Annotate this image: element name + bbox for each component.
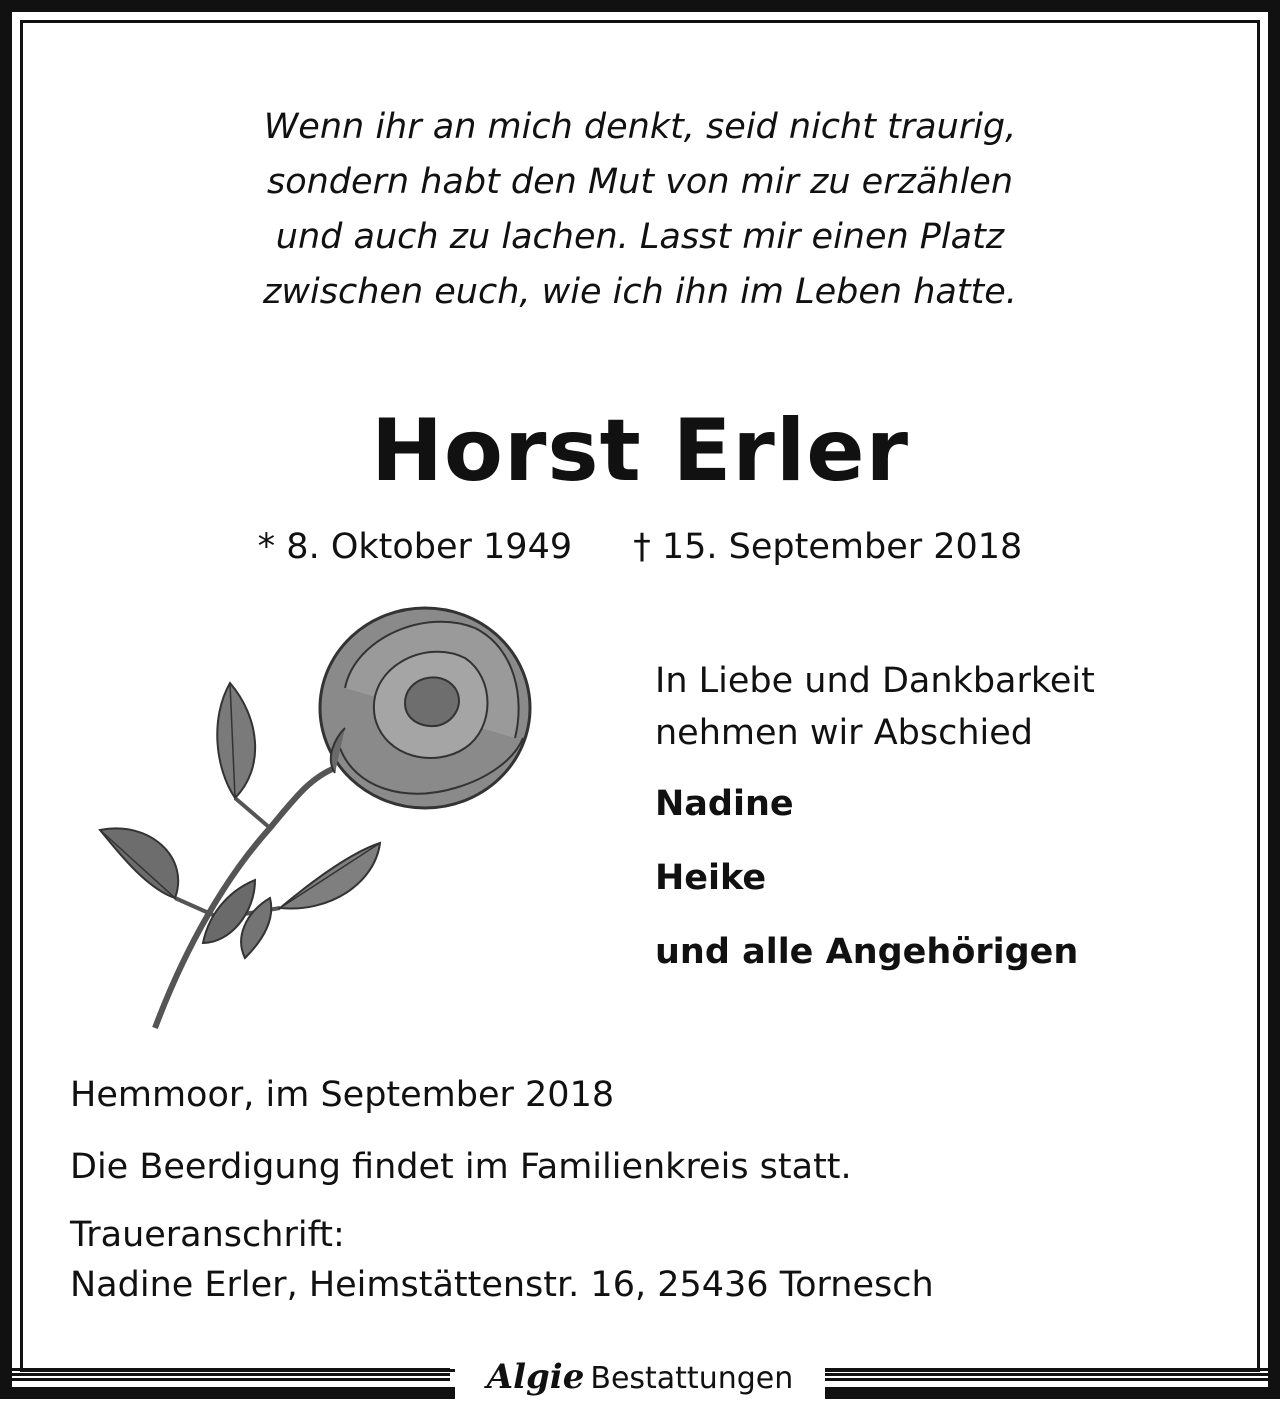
- mourner-name: Nadine: [655, 784, 794, 824]
- mourner-name: und alle Angehörigen: [655, 932, 1079, 972]
- address: Nadine Erler, Heimstättenstr. 16, 25436 Tornesch: [70, 1265, 934, 1305]
- poem-line: sondern habt den Mut von mir zu erzählen: [266, 162, 1014, 202]
- footer-rule-right: [825, 1368, 1280, 1386]
- farewell-intro: In Liebe und Dankbarkeit: [655, 661, 1095, 701]
- place-date: Hemmoor, im September 2018: [70, 1075, 615, 1115]
- farewell-block: [655, 655, 1235, 989]
- deceased-name: Horst Erler: [370, 401, 910, 501]
- address-label: Traueranschrift:: [70, 1215, 345, 1255]
- funeral-note: Die Beerdigung findet im Familienkreis statt.: [70, 1147, 852, 1187]
- life-dates: [0, 522, 1280, 572]
- info-block: [70, 1070, 1220, 1310]
- death-date: † 15. September 2018: [633, 527, 1023, 567]
- undertaker-logo: [455, 1355, 825, 1399]
- birth-date: * 8. Oktober 1949: [257, 527, 573, 567]
- poem: [150, 100, 1130, 320]
- footer: [0, 1355, 1280, 1399]
- brand-name: Algie: [486, 1357, 585, 1397]
- brand-suffix: Bestattungen: [590, 1361, 794, 1396]
- farewell-intro: nehmen wir Abschied: [655, 713, 1033, 753]
- mourner-name: Heike: [655, 858, 767, 898]
- rose-illustration: [95, 598, 535, 1038]
- footer-rule-left: [0, 1368, 450, 1386]
- poem-line: zwischen euch, wie ich ihn im Leben hatte.: [263, 272, 1017, 312]
- poem-line: Wenn ihr an mich denkt, seid nicht traurig,: [263, 107, 1017, 147]
- poem-line: und auch zu lachen. Lasst mir einen Platz: [275, 217, 1005, 257]
